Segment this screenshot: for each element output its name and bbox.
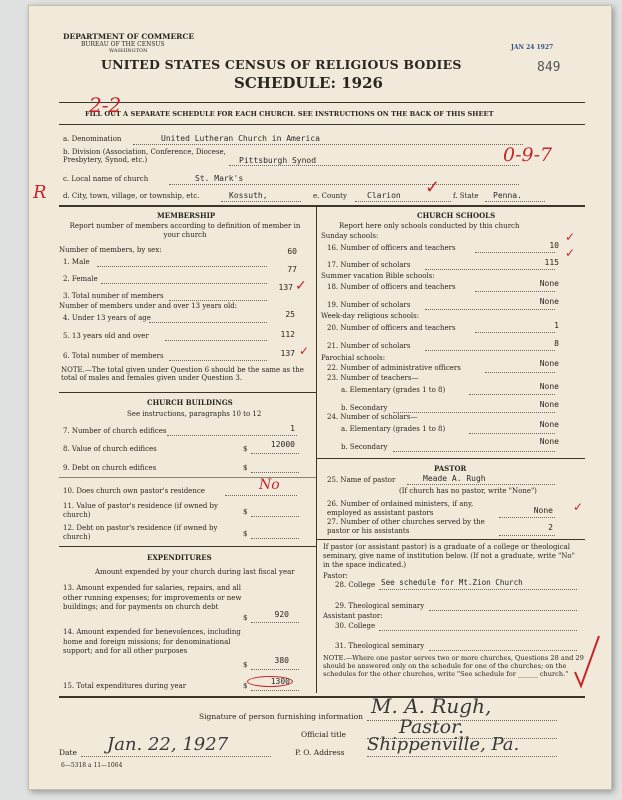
q14-dollar: $ — [243, 661, 248, 669]
q25-value: Meade A. Rugh — [423, 474, 486, 483]
red-check-q17: ✓ — [565, 246, 576, 260]
q14-line — [251, 669, 299, 670]
bureau-city: WASHINGTON — [109, 48, 148, 54]
division-label: b. Division (Association, Conference, Diocese, Presbytery, Synod, etc.) — [63, 148, 226, 164]
q5-value: 112 — [280, 330, 295, 339]
pastor-heading: PASTOR — [434, 464, 467, 473]
q28-line — [379, 589, 577, 590]
q15-line — [251, 690, 299, 691]
po-address-value: Shippenville, Pa. — [367, 734, 520, 755]
q24b-line — [393, 451, 555, 452]
city-value: Kossuth, — [229, 191, 268, 200]
q8-line — [251, 453, 299, 454]
bureau-name: BUREAU OF THE CENSUS — [81, 41, 165, 48]
date-value: Jan. 22, 1927 — [107, 734, 229, 755]
red-large-checkmark — [569, 632, 605, 692]
state-line — [485, 201, 545, 202]
section-bottom-rule — [59, 696, 585, 698]
city-line — [221, 201, 301, 202]
parochial-heading: Parochial schools: — [321, 354, 386, 362]
local-name-value: St. Mark's — [195, 174, 244, 183]
q9-dollar: $ — [243, 464, 248, 472]
membership-rule — [59, 392, 316, 393]
print-code: 6—5318 a 11—1064 — [61, 762, 123, 769]
q5-line — [165, 340, 267, 341]
sunday-heading: Sunday schools: — [321, 232, 379, 240]
q21-label: 21. Number of scholars — [327, 342, 411, 350]
weekday-heading: Week-day religious schools: — [321, 312, 420, 320]
q19-line — [425, 309, 555, 310]
q8-value: 12000 — [270, 440, 295, 449]
q26-line — [499, 517, 555, 518]
q10-line — [225, 495, 297, 496]
membership-heading: MEMBERSHIP — [157, 211, 216, 220]
q6-value: 137 — [280, 349, 295, 358]
assistant-subheading: Assistant pastor: — [323, 612, 383, 620]
local-name-line — [169, 184, 519, 185]
membership-sub: Report number of members according to definition of member in your church — [69, 222, 301, 239]
q7-value: 1 — [290, 424, 295, 433]
q26-label: 26. Number of ordained ministers, if any, employed as assistant pastors — [327, 500, 474, 517]
red-annotation-right: 0-9-7 — [503, 144, 553, 166]
q31-line — [429, 650, 577, 651]
q20-line — [475, 332, 555, 333]
q22-value: None — [539, 359, 559, 368]
q3-value: 137 — [278, 283, 293, 292]
age-heading: Number of members under and over 13 years old: — [59, 302, 238, 310]
summer-heading: Summer vacation Bible schools: — [321, 272, 435, 280]
q23b-label: b. Secondary — [341, 404, 388, 412]
graduate-note: If pastor (or assistant pastor) is a graduate of a college or theological seminary, give name of institution below. (If not a graduate, write "No" in the space indicated.) — [323, 543, 575, 569]
instruction-line: FILL OUT A SEPARATE SCHEDULE FOR EACH CHURCH. SEE INSTRUCTIONS ON THE BACK OF THIS SHEET — [85, 110, 494, 118]
red-check-q3: ✓ — [295, 278, 307, 294]
q16-value: 10 — [549, 241, 559, 250]
pastor-note: NOTE.—Where one pastor serves two or more churches, Questions 28 and 29 should be answered only on the schedule for one of the churches; on the schedules for the other churches, write "See schedule for ______ church." — [323, 654, 584, 678]
city-label: d. City, town, village, or township, etc. — [63, 192, 200, 200]
q23a-label: a. Elementary (grades 1 to 8) — [341, 386, 446, 394]
pastor-subheading: Pastor: — [323, 572, 348, 580]
signature-label: Signature of person furnishing information — [199, 712, 363, 721]
q17-value: 115 — [544, 258, 559, 267]
red-checkmark: ✓ — [425, 177, 441, 198]
q25-note: (If church has no pastor, write "None") — [399, 487, 537, 495]
q10-label: 10. Does church own pastor's residence — [63, 487, 205, 495]
q11-dollar: $ — [243, 508, 248, 516]
q25-label: 25. Name of pastor — [327, 476, 396, 484]
q15-label: 15. Total expenditures during year — [63, 682, 187, 690]
state-value: Penna. — [493, 191, 522, 200]
red-annotation-r: R — [33, 182, 47, 203]
q18-label: 18. Number of officers and teachers — [327, 283, 456, 291]
q27-label: 27. Number of other churches served by the pastor or his assistants — [327, 518, 485, 535]
q24-label: 24. Number of scholars— — [327, 413, 418, 421]
q22-label: 22. Number of administrative officers — [327, 364, 461, 372]
schedule-number-stamp: 849 — [537, 60, 561, 75]
census-schedule-sheet — [28, 5, 612, 790]
local-name-label: c. Local name of church — [63, 175, 149, 183]
official-title-label: Official title — [301, 730, 346, 739]
expenditures-sub: Amount expended by your church during last fiscal year — [95, 568, 295, 576]
q23a-line — [469, 394, 555, 395]
department-name: DEPARTMENT OF COMMERCE — [63, 32, 195, 41]
q23b-value: None — [539, 400, 559, 409]
q16-label: 16. Number of officers and teachers — [327, 244, 456, 252]
date-label: Date — [59, 748, 77, 757]
q29-label: 29. Theological seminary — [335, 602, 425, 610]
q4-label: 4. Under 13 years of age — [63, 314, 151, 322]
q15-dollar: $ — [243, 682, 248, 690]
instruction-rule — [59, 124, 585, 125]
q14-value: 380 — [274, 656, 289, 665]
schools-heading: CHURCH SCHOOLS — [417, 211, 496, 220]
q13-line — [251, 622, 299, 623]
date-line — [81, 756, 271, 757]
q17-line — [425, 269, 555, 270]
q13-dollar: $ — [243, 614, 248, 622]
q30-label: 30. College — [335, 622, 376, 630]
q2-line — [101, 283, 267, 284]
q1-label: 1. Male — [63, 258, 90, 266]
q24a-line — [469, 433, 555, 434]
state-label: f. State — [453, 192, 479, 200]
q1-value: 60 — [287, 247, 297, 256]
schools-sub: Report here only schools conducted by this church — [339, 222, 520, 230]
q6-label: 6. Total number of members — [63, 352, 164, 360]
red-check-q6: ✓ — [299, 344, 310, 358]
q19-value: None — [539, 297, 559, 306]
q15-value: 1300 — [247, 676, 293, 687]
by-sex-label: Number of members, by sex: — [59, 246, 162, 254]
q9-label: 9. Debt on church edifices — [63, 464, 157, 472]
denomination-label: a. Denomination — [63, 135, 122, 143]
q2-label: 2. Female — [63, 275, 98, 283]
q3-line — [169, 300, 267, 301]
q19-label: 19. Number of scholars — [327, 301, 411, 309]
q20-value: 1 — [554, 321, 559, 330]
q31-label: 31. Theological seminary — [335, 642, 425, 650]
q28-value: See schedule for Mt.Zion Church — [381, 578, 523, 587]
signature-value: M. A. Rugh, — [371, 694, 492, 718]
column-divider — [316, 205, 317, 693]
q22-line — [485, 372, 555, 373]
division-line — [229, 165, 519, 166]
q13-label: 13. Amount expended for salaries, repairs, and all other running expenses; for improvements or new buildings; and for payments on church debt — [63, 584, 242, 611]
schedule-title: SCHEDULE: 1926 — [234, 74, 383, 92]
q7-label: 7. Number of church edifices — [63, 427, 167, 435]
q2-value: 77 — [287, 265, 297, 274]
expenditures-heading: EXPENDITURES — [147, 553, 212, 562]
po-address-line — [367, 756, 557, 757]
pastor-rule — [316, 539, 585, 540]
q27-line — [499, 535, 555, 536]
buildings-rule — [59, 546, 316, 547]
q30-line — [379, 630, 577, 631]
q23a-value: None — [539, 382, 559, 391]
q7-line — [167, 435, 297, 436]
q18-line — [475, 291, 555, 292]
red-check-q26: ✓ — [573, 500, 584, 514]
received-stamp: JAN 24 1927 — [511, 44, 554, 51]
q4-value: 25 — [285, 310, 295, 319]
q10-value: No — [259, 477, 280, 493]
q24a-label: a. Elementary (grades 1 to 8) — [341, 425, 446, 433]
q17-label: 17. Number of scholars — [327, 261, 411, 269]
q26-value: None — [533, 506, 553, 515]
county-line — [355, 201, 451, 202]
q25-line — [407, 484, 555, 485]
q12-dollar: $ — [243, 530, 248, 538]
q1-line — [97, 266, 267, 267]
q21-value: 8 — [554, 339, 559, 348]
schools-rule — [316, 458, 585, 459]
q24b-label: b. Secondary — [341, 443, 388, 451]
q21-line — [425, 350, 555, 351]
form-title: UNITED STATES CENSUS OF RELIGIOUS BODIES — [101, 57, 462, 72]
q12-label: 12. Debt on pastor's residence (if owned by church) — [63, 524, 218, 541]
red-check-q16: ✓ — [565, 230, 576, 244]
q13-value: 920 — [274, 610, 289, 619]
q14-label: 14. Amount expended for benevolences, including home and foreign missions; for denominational support; and for all other purposes — [63, 628, 241, 655]
county-value: Clarion — [367, 191, 401, 200]
q29-line — [429, 610, 577, 611]
q27-value: 2 — [548, 523, 553, 532]
q18-value: None — [539, 279, 559, 288]
header-rule — [59, 102, 585, 103]
q24b-value: None — [539, 437, 559, 446]
buildings-sub: See instructions, paragraphs 10 to 12 — [127, 410, 262, 418]
q4-line — [149, 322, 267, 323]
q8-dollar: $ — [243, 445, 248, 453]
po-address-label: P. O. Address — [295, 748, 345, 757]
q9-line — [251, 472, 299, 473]
q28-label: 28. College — [335, 581, 376, 589]
q12-line — [251, 538, 299, 539]
q24a-value: None — [539, 420, 559, 429]
q23-label: 23. Number of teachers— — [327, 374, 419, 382]
county-label: e. County — [313, 192, 347, 200]
q11-label: 11. Value of pastor's residence (if owned by church) — [63, 502, 218, 519]
division-value: Pittsburgh Synod — [239, 156, 317, 165]
denomination-line — [133, 144, 523, 145]
buildings-heading: CHURCH BUILDINGS — [147, 398, 233, 407]
q16-line — [475, 252, 555, 253]
section-top-rule — [59, 205, 585, 207]
membership-note: NOTE.—The total given under Question 6 should be the same as the total of males and females given under Question 3. — [61, 366, 304, 382]
q20-label: 20. Number of officers and teachers — [327, 324, 456, 332]
q8-label: 8. Value of church edifices — [63, 445, 157, 453]
q3-label: 3. Total number of members — [63, 292, 164, 300]
denomination-value: United Lutheran Church in America — [161, 134, 320, 143]
official-title-value: Pastor. — [399, 716, 465, 738]
q11-line — [251, 516, 299, 517]
q5-label: 5. 13 years old and over — [63, 332, 149, 340]
q6-line — [169, 360, 267, 361]
red-annotation-top: 2-2 — [89, 93, 122, 117]
